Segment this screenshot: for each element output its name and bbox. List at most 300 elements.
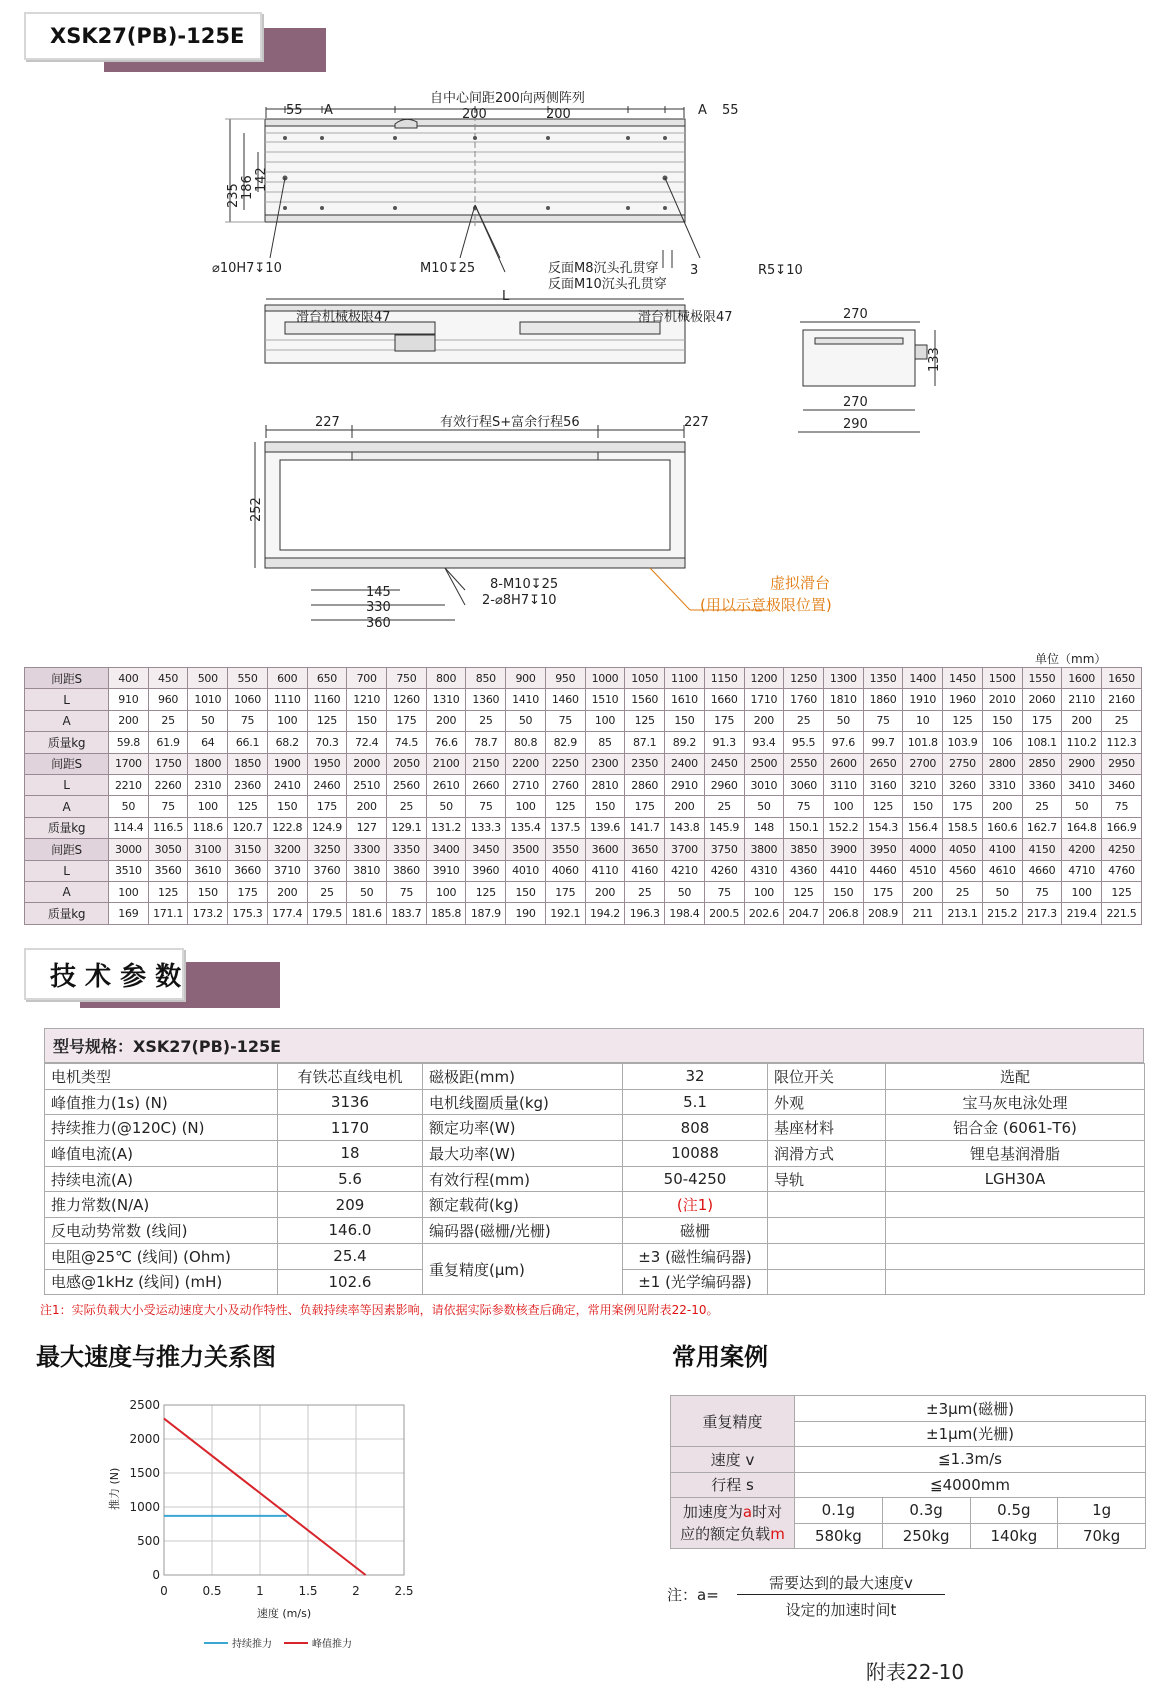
spec-cell: 2760 <box>545 774 585 795</box>
spec-cell: 3850 <box>784 839 824 860</box>
spec-cell: 127 <box>347 817 387 838</box>
spec-cell: 150 <box>188 881 228 902</box>
repeat-value-2: ±1μm(光栅) <box>795 1421 1146 1447</box>
load-label-part: 应的额定负载 <box>680 1525 771 1543</box>
spec-cell: 75 <box>863 710 903 731</box>
spec-cell: 4760 <box>1101 860 1141 881</box>
dim-top-note: 自中心间距200向两侧阵列 <box>430 91 585 106</box>
spec-cell: 200 <box>665 796 705 817</box>
spec-cell: 200 <box>1062 710 1102 731</box>
repeat-value-1: ±3μm(磁栅) <box>795 1396 1146 1422</box>
spec-cell: 4210 <box>665 860 705 881</box>
cases-row <box>671 1447 1146 1473</box>
x-axis-label: 速度 (m/s) <box>256 1607 312 1620</box>
dim-55-left: 55 <box>286 103 303 118</box>
spec-row <box>25 710 1142 731</box>
spec-cell: 4160 <box>625 860 665 881</box>
chart-title: 最大速度与推力关系图 <box>36 1343 276 1371</box>
spec-cell: 3610 <box>188 860 228 881</box>
legend-label: 峰值推力 <box>312 1639 352 1650</box>
spec-cell: 2560 <box>387 774 427 795</box>
spec-cell: 4610 <box>982 860 1022 881</box>
tech-cell: 润滑方式 <box>768 1141 886 1167</box>
spec-cell: 25 <box>1101 710 1141 731</box>
spec-cell: 2160 <box>1101 689 1141 710</box>
spec-cell: 3210 <box>903 774 943 795</box>
spec-cell: 25 <box>466 710 506 731</box>
spec-cell: 3360 <box>1022 774 1062 795</box>
spec-row-label: L <box>25 689 109 710</box>
speed-force-chart <box>100 1380 460 1660</box>
tech-cell: 最大功率(W) <box>423 1141 623 1167</box>
x-tick-label: 1 <box>256 1584 264 1598</box>
spec-cell: 4010 <box>506 860 546 881</box>
spec-row <box>25 796 1142 817</box>
tech-cell: ±3 (磁性编码器) <box>623 1243 768 1269</box>
spec-cell: 208.9 <box>863 903 903 924</box>
spec-cell: 3450 <box>466 839 506 860</box>
tech-model-header: 型号规格：XSK27(PB)-125E <box>44 1028 1144 1063</box>
tech-cell: 电机线圈质量(kg) <box>423 1089 623 1115</box>
spec-cell: 3910 <box>426 860 466 881</box>
spec-cell: 106 <box>982 732 1022 753</box>
spec-cell: 116.5 <box>148 817 188 838</box>
spec-cell: 204.7 <box>784 903 824 924</box>
tech-row <box>45 1166 1145 1192</box>
spec-cell: 158.5 <box>943 817 983 838</box>
spec-cell: 125 <box>625 710 665 731</box>
label-back-m10: 反面M10沉头孔贯穿 <box>548 277 667 292</box>
tech-cell <box>886 1192 1145 1218</box>
virtual-slide-note: (用以示意极限位置) <box>700 596 832 614</box>
spec-cell: 450 <box>148 668 188 689</box>
spec-cell: 3950 <box>863 839 903 860</box>
spec-cell: 25 <box>148 710 188 731</box>
spec-cell: 118.6 <box>188 817 228 838</box>
spec-cell: 800 <box>426 668 466 689</box>
label-back-m8: 反面M8沉头孔贯穿 <box>548 261 659 276</box>
spec-cell: 3660 <box>228 860 268 881</box>
spec-row <box>25 903 1142 924</box>
spec-cell: 171.1 <box>148 903 188 924</box>
tech-row <box>45 1115 1145 1141</box>
spec-cell: 50 <box>982 881 1022 902</box>
dim-235: 235 <box>226 183 241 208</box>
spec-cell: 1960 <box>943 689 983 710</box>
spec-cell: 2700 <box>903 753 943 774</box>
tech-row <box>45 1192 1145 1218</box>
spec-cell: 1400 <box>903 668 943 689</box>
spec-cell: 200 <box>109 710 149 731</box>
spec-cell: 1100 <box>665 668 705 689</box>
spec-cell: 120.7 <box>228 817 268 838</box>
spec-cell: 200.5 <box>704 903 744 924</box>
label-2-pin: 2-⌀8H7↧10 <box>482 593 557 608</box>
spec-cell: 2610 <box>426 774 466 795</box>
series-line-peak <box>164 1419 366 1575</box>
spec-row-label: A <box>25 881 109 902</box>
speed-label: 速度 v <box>671 1447 795 1473</box>
spec-cell: 215.2 <box>982 903 1022 924</box>
spec-cell: 700 <box>347 668 387 689</box>
spec-cell: 129.1 <box>387 817 427 838</box>
spec-cell: 164.8 <box>1062 817 1102 838</box>
spec-cell: 4250 <box>1101 839 1141 860</box>
spec-cell: 1550 <box>1022 668 1062 689</box>
spec-cell: 2300 <box>585 753 625 774</box>
stroke-label: 行程 s <box>671 1472 795 1498</box>
spec-cell: 4110 <box>585 860 625 881</box>
spec-cell: 100 <box>744 881 784 902</box>
accel-symbol: a <box>742 1503 753 1521</box>
spec-cell: 200 <box>426 710 466 731</box>
spec-cell: 3710 <box>267 860 307 881</box>
spec-cell: 101.8 <box>903 732 943 753</box>
formula-numerator: 需要达到的最大速度v <box>769 1574 913 1592</box>
spec-cell: 150 <box>903 796 943 817</box>
spec-cell: 4310 <box>744 860 784 881</box>
spec-cell: 125 <box>1101 881 1141 902</box>
label-r5: R5↧10 <box>758 263 803 278</box>
spec-cell: 150 <box>347 710 387 731</box>
tech-cell: 磁极距(mm) <box>423 1064 623 1090</box>
spec-cell: 219.4 <box>1062 903 1102 924</box>
y-tick-label: 1000 <box>129 1500 160 1514</box>
spec-row-label: 间距S <box>25 753 109 774</box>
spec-cell: 76.6 <box>426 732 466 753</box>
tech-row <box>45 1141 1145 1167</box>
spec-cell: 2060 <box>1022 689 1062 710</box>
page-number: 附表22-10 <box>866 1660 965 1684</box>
spec-cell: 2010 <box>982 689 1022 710</box>
spec-cell: 175 <box>704 710 744 731</box>
tech-cell: LGH30A <box>886 1166 1145 1192</box>
cases-table <box>670 1395 1146 1549</box>
spec-cell: 1560 <box>625 689 665 710</box>
spec-cell: 4000 <box>903 839 943 860</box>
tech-cell: 导轨 <box>768 1166 886 1192</box>
spec-cell: 59.8 <box>109 732 149 753</box>
spec-cell: 4560 <box>943 860 983 881</box>
accel-value: 0.5g <box>970 1498 1058 1524</box>
spec-cell: 1500 <box>982 668 1022 689</box>
tech-cell: 选配 <box>886 1064 1145 1090</box>
spec-cell: 25 <box>784 710 824 731</box>
spec-cell: 137.5 <box>545 817 585 838</box>
spec-row-label: A <box>25 710 109 731</box>
tech-cell: 32 <box>623 1064 768 1090</box>
dim-252: 252 <box>249 497 264 522</box>
spec-cell: 2910 <box>665 774 705 795</box>
spec-cell: 1060 <box>228 689 268 710</box>
spec-cell: 75 <box>1022 881 1062 902</box>
spec-cell: 2860 <box>625 774 665 795</box>
spec-cell: 2450 <box>704 753 744 774</box>
spec-cell: 50 <box>823 710 863 731</box>
repeat-label: 重复精度 <box>671 1396 795 1447</box>
spec-cell: 3250 <box>307 839 347 860</box>
spec-row <box>25 839 1142 860</box>
tech-row <box>45 1243 1145 1269</box>
spec-cell: 78.7 <box>466 732 506 753</box>
spec-cell: 2460 <box>307 774 347 795</box>
spec-cell: 185.8 <box>426 903 466 924</box>
label-m10-hole: M10↧25 <box>420 261 476 276</box>
x-tick-label: 1.5 <box>298 1584 318 1598</box>
tech-cell: 铝合金 (6061-T6) <box>886 1115 1145 1141</box>
spec-cell: 3110 <box>823 774 863 795</box>
spec-cell: 1200 <box>744 668 784 689</box>
spec-cell: 75 <box>784 796 824 817</box>
tech-row <box>45 1089 1145 1115</box>
footnote: 注1：实际负载大小受运动速度大小及动作特性、负载持续率等因素影响，请依据实际参数核查后确定，常用案例见附表22-10。 <box>40 1303 719 1317</box>
spec-cell: 2550 <box>784 753 824 774</box>
spec-cell: 125 <box>307 710 347 731</box>
dim-3: 3 <box>690 263 699 278</box>
spec-row <box>25 817 1142 838</box>
spec-cell: 2600 <box>823 753 863 774</box>
spec-cell: 50 <box>426 796 466 817</box>
tech-cell: 102.6 <box>278 1269 423 1295</box>
spec-cell: 143.8 <box>665 817 705 838</box>
spec-row-label: L <box>25 774 109 795</box>
spec-cell: 3060 <box>784 774 824 795</box>
spec-cell: 70.3 <box>307 732 347 753</box>
spec-cell: 400 <box>109 668 149 689</box>
x-tick-label: 2.5 <box>394 1584 414 1598</box>
dim-l: L <box>502 289 510 304</box>
spec-cell: 2850 <box>1022 753 1062 774</box>
cases-row <box>671 1472 1146 1498</box>
spec-cell: 177.4 <box>267 903 307 924</box>
spec-cell: 750 <box>387 668 427 689</box>
spec-cell: 2900 <box>1062 753 1102 774</box>
spec-cell: 141.7 <box>625 817 665 838</box>
spec-cell: 108.1 <box>1022 732 1062 753</box>
spec-cell: 1150 <box>704 668 744 689</box>
spec-cell: 600 <box>267 668 307 689</box>
spec-cell: 900 <box>506 668 546 689</box>
spec-row-label: 质量kg <box>25 732 109 753</box>
tech-cell <box>886 1269 1145 1295</box>
spec-cell: 75 <box>228 710 268 731</box>
y-axis-label: 推力 (N) <box>108 1467 121 1510</box>
tech-cell: 电机类型 <box>45 1064 278 1090</box>
spec-cell: 1860 <box>863 689 903 710</box>
spec-cell: 910 <box>109 689 149 710</box>
spec-cell: 175 <box>387 710 427 731</box>
spec-cell: 1010 <box>188 689 228 710</box>
spec-cell: 131.2 <box>426 817 466 838</box>
spec-cell: 150 <box>585 796 625 817</box>
y-tick-label: 0 <box>152 1568 160 1582</box>
spec-cell: 217.3 <box>1022 903 1062 924</box>
spec-row-label: 质量kg <box>25 903 109 924</box>
spec-cell: 169 <box>109 903 149 924</box>
y-tick-label: 1500 <box>129 1466 160 1480</box>
spec-cell: 2150 <box>466 753 506 774</box>
spec-cell: 1910 <box>903 689 943 710</box>
spec-cell: 50 <box>665 881 705 902</box>
spec-cell: 75 <box>466 796 506 817</box>
spec-cell: 550 <box>228 668 268 689</box>
spec-cell: 2310 <box>188 774 228 795</box>
spec-row <box>25 881 1142 902</box>
tech-cell: 808 <box>623 1115 768 1141</box>
tech-cell <box>768 1243 886 1269</box>
technical-drawing <box>0 0 1170 655</box>
spec-row-label: 间距S <box>25 668 109 689</box>
spec-cell: 66.1 <box>228 732 268 753</box>
spec-cell: 50 <box>744 796 784 817</box>
spec-cell: 1300 <box>823 668 863 689</box>
spec-cell: 50 <box>506 710 546 731</box>
model-title: XSK27(PB)-125E <box>24 12 262 60</box>
spec-cell: 50 <box>1062 796 1102 817</box>
spec-cell: 2210 <box>109 774 149 795</box>
spec-cell: 1460 <box>545 689 585 710</box>
spec-cell: 1160 <box>307 689 347 710</box>
spec-cell: 150 <box>665 710 705 731</box>
tech-table <box>44 1063 1145 1295</box>
spec-cell: 1360 <box>466 689 506 710</box>
limit-left: 滑台机械极限47 <box>296 310 391 325</box>
spec-cell: 93.4 <box>744 732 784 753</box>
tech-cell: 10088 <box>623 1141 768 1167</box>
accel-value: 0.3g <box>882 1498 970 1524</box>
tech-cell: (注1) <box>623 1192 768 1218</box>
formula-prefix: 注：a= <box>667 1586 719 1604</box>
spec-cell: 3410 <box>1062 774 1102 795</box>
spec-cell: 95.5 <box>784 732 824 753</box>
spec-cell: 3810 <box>347 860 387 881</box>
spec-cell: 187.9 <box>466 903 506 924</box>
x-tick-label: 2 <box>352 1584 360 1598</box>
spec-cell: 80.8 <box>506 732 546 753</box>
spec-cell: 4410 <box>823 860 863 881</box>
spec-cell: 150.1 <box>784 817 824 838</box>
spec-cell: 3460 <box>1101 774 1141 795</box>
spec-cell: 3150 <box>228 839 268 860</box>
plot-frame <box>164 1405 404 1575</box>
spec-cell: 1950 <box>307 753 347 774</box>
spec-cell: 175 <box>307 796 347 817</box>
spec-cell: 100 <box>267 710 307 731</box>
spec-cell: 960 <box>148 689 188 710</box>
spec-cell: 100 <box>506 796 546 817</box>
spec-cell: 4460 <box>863 860 903 881</box>
load-value: 250kg <box>882 1523 970 1549</box>
tech-cell: 磁栅 <box>623 1218 768 1244</box>
spec-cell: 1660 <box>704 689 744 710</box>
spec-cell: 125 <box>148 881 188 902</box>
dim-200-left: 200 <box>462 107 487 122</box>
spec-cell: 156.4 <box>903 817 943 838</box>
spec-cell: 100 <box>1062 881 1102 902</box>
spec-cell: 61.9 <box>148 732 188 753</box>
unit-label: 单位（mm） <box>1035 652 1107 666</box>
label-pin-hole: ⌀10H7↧10 <box>212 261 282 276</box>
spec-cell: 1710 <box>744 689 784 710</box>
spec-cell: 1800 <box>188 753 228 774</box>
spec-cell: 3510 <box>109 860 149 881</box>
tech-section-title: 技 术 参 数 <box>24 948 184 1000</box>
spec-cell: 3400 <box>426 839 466 860</box>
y-tick-label: 2500 <box>129 1398 160 1412</box>
limit-right: 滑台机械极限47 <box>638 310 733 325</box>
spec-cell: 3000 <box>109 839 149 860</box>
spec-cell: 145.9 <box>704 817 744 838</box>
dim-270-bottom: 270 <box>843 395 868 410</box>
spec-cell: 3800 <box>744 839 784 860</box>
spec-cell: 135.4 <box>506 817 546 838</box>
spec-cell: 2200 <box>506 753 546 774</box>
spec-cell: 148 <box>744 817 784 838</box>
spec-row-label: L <box>25 860 109 881</box>
spec-cell: 850 <box>466 668 506 689</box>
spec-cell: 4100 <box>982 839 1022 860</box>
spec-cell: 1310 <box>426 689 466 710</box>
spec-cell: 75 <box>387 881 427 902</box>
spec-cell: 206.8 <box>823 903 863 924</box>
spec-cell: 211 <box>903 903 943 924</box>
spec-cell: 25 <box>307 881 347 902</box>
spec-cell: 500 <box>188 668 228 689</box>
tech-cell: 反电动势常数 (线间) <box>45 1218 278 1244</box>
accel-load-label <box>671 1498 795 1549</box>
spec-cell: 91.3 <box>704 732 744 753</box>
tech-cell: 电感@1kHz (线间) (mH) <box>45 1269 278 1295</box>
tech-cell: 编码器(磁栅/光栅) <box>423 1218 623 1244</box>
spec-cell: 125 <box>863 796 903 817</box>
spec-cell: 2110 <box>1062 689 1102 710</box>
spec-cell: 3550 <box>545 839 585 860</box>
tech-cell: ±1 (光学编码器) <box>623 1269 768 1295</box>
spec-cell: 1850 <box>228 753 268 774</box>
tech-cell: 额定功率(W) <box>423 1115 623 1141</box>
tech-cell <box>768 1269 886 1295</box>
cases-row <box>671 1498 1146 1524</box>
spec-cell: 200 <box>903 881 943 902</box>
spec-cell: 166.9 <box>1101 817 1141 838</box>
tech-cell: 1170 <box>278 1115 423 1141</box>
tech-cell: 3136 <box>278 1089 423 1115</box>
accel-label-part: 加速度为 <box>682 1503 743 1521</box>
spec-cell: 1210 <box>347 689 387 710</box>
spec-cell: 2100 <box>426 753 466 774</box>
spec-cell: 125 <box>466 881 506 902</box>
size-spec-table <box>24 667 1142 925</box>
spec-cell: 1650 <box>1101 668 1141 689</box>
spec-cell: 4150 <box>1022 839 1062 860</box>
spec-cell: 183.7 <box>387 903 427 924</box>
tech-cell: 5.6 <box>278 1166 423 1192</box>
spec-cell: 1610 <box>665 689 705 710</box>
dim-330: 330 <box>366 600 391 615</box>
spec-cell: 75 <box>148 796 188 817</box>
tech-row <box>45 1218 1145 1244</box>
spec-cell: 3200 <box>267 839 307 860</box>
spec-cell: 2950 <box>1101 753 1141 774</box>
tech-cell: 锂皂基润滑脂 <box>886 1141 1145 1167</box>
dim-55-right: 55 <box>722 103 739 118</box>
spec-cell: 100 <box>109 881 149 902</box>
stroke-value: ≦4000mm <box>795 1472 1146 1498</box>
dim-227-right: 227 <box>684 415 709 430</box>
tech-cell <box>768 1192 886 1218</box>
spec-cell: 133.3 <box>466 817 506 838</box>
spec-cell: 103.9 <box>943 732 983 753</box>
